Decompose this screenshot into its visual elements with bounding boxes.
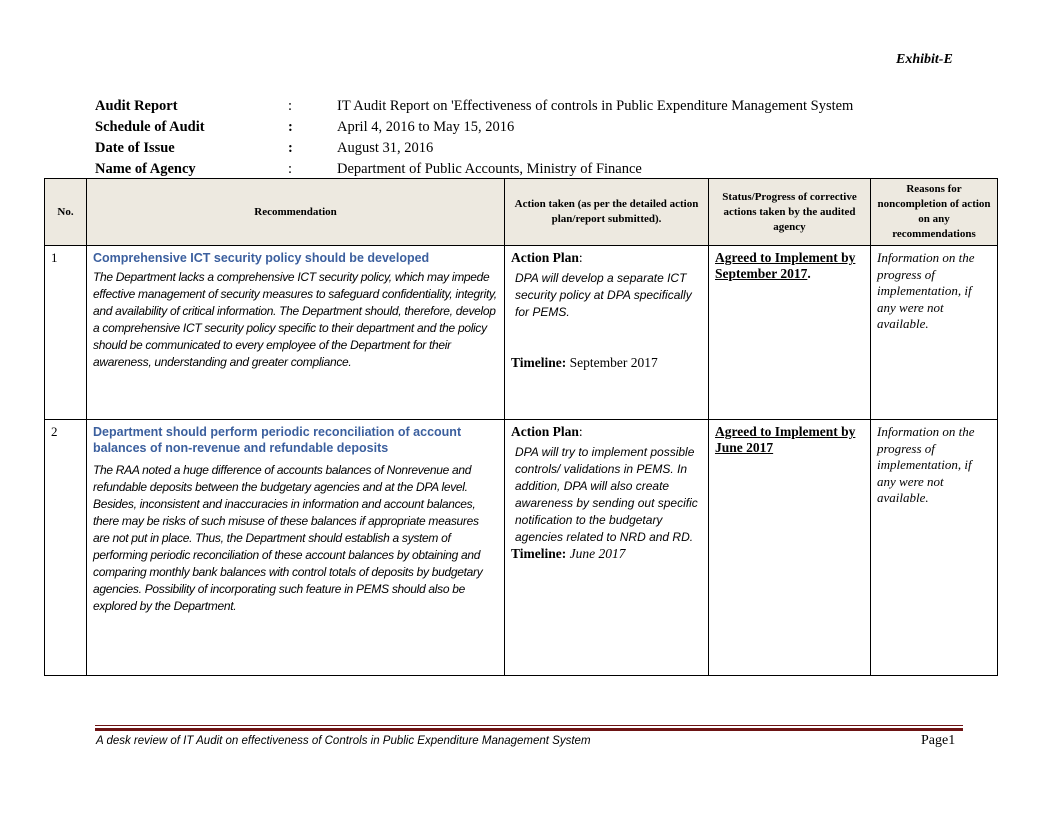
exhibit-label: Exhibit-E bbox=[896, 52, 953, 67]
action-plan-body: DPA will try to implement possible controls/ validations in PEMS. In addition, DPA will also create awareness by sending out specific notification to the budgetary agencies related to NRD and RD. bbox=[515, 445, 698, 544]
meta-colon: : bbox=[288, 140, 293, 156]
footer-divider bbox=[95, 725, 963, 726]
page-number: Page1 bbox=[921, 733, 956, 748]
table-row bbox=[45, 246, 998, 420]
meta-value: Department of Public Accounts, Ministry of Finance bbox=[337, 161, 642, 177]
action-plan-colon: : bbox=[578, 250, 583, 265]
action-plan-heading bbox=[511, 424, 702, 440]
action-cell bbox=[505, 420, 709, 676]
meta-label: Audit Report bbox=[95, 98, 178, 114]
timeline bbox=[511, 355, 702, 371]
recommendations-table bbox=[44, 178, 998, 676]
recommendation-body: The Department lacks a comprehensive ICT security policy, which may impede effective management of security measures to safeguard confidentiality, integrity, and availability of critical information. The Department should, therefore, develop a comprehensive ICT security policy specific to their department and the policy should be communicated to every employee of the Department for their awareness, understanding and greater compliance. bbox=[93, 270, 497, 369]
table-row bbox=[45, 420, 998, 676]
meta-colon: : bbox=[288, 119, 293, 135]
table-header-row bbox=[45, 179, 998, 246]
reason-cell: Information on the progress of implementation, if any were not available. bbox=[871, 420, 998, 676]
status-text: Agreed to Implement by September 2017 bbox=[715, 250, 856, 281]
meta-label: Name of Agency bbox=[95, 161, 196, 177]
meta-label: Date of Issue bbox=[95, 140, 175, 156]
row-number: 2 bbox=[45, 420, 87, 676]
action-plan-label: Action Plan bbox=[511, 250, 579, 265]
action-plan-colon: : bbox=[578, 424, 583, 439]
action-cell bbox=[505, 246, 709, 420]
footer-divider-thick bbox=[95, 728, 963, 731]
status-cell bbox=[709, 420, 871, 676]
meta-value: August 31, 2016 bbox=[337, 140, 434, 156]
timeline-value: June 2017 bbox=[569, 546, 626, 561]
action-plan-body: DPA will develop a separate ICT security policy at DPA specifically for PEMS. bbox=[515, 271, 692, 319]
timeline-value: September 2017 bbox=[569, 355, 658, 370]
status-suffix: . bbox=[807, 266, 811, 281]
header-recommendation: Recommendation bbox=[87, 179, 505, 246]
recommendation-body: The RAA noted a huge difference of accounts balances of Nonrevenue and refundable deposits between the budgetary agencies and at the DPA level. Besides, inconsistent and inaccuracies in information and account balances, there may be risks of such misuse of these balances if appropriate measures are not put in place. Thus, the Department should establish a system of performing periodic reconciliation of these account balances by obtaining and comparing monthly bank balances with control totals of deposits by budgetary agencies. Possibility of incorporating such feature in PEMS should also be explored by the Department. bbox=[93, 463, 483, 613]
meta-label: Schedule of Audit bbox=[95, 119, 205, 135]
header-action-taken: Action taken (as per the detailed action plan/report submitted). bbox=[505, 179, 709, 246]
action-plan-label: Action Plan bbox=[511, 424, 579, 439]
header-no: No. bbox=[45, 179, 87, 246]
status-text: Agreed to Implement by June 2017 bbox=[715, 424, 856, 455]
meta-value: IT Audit Report on 'Effectiveness of controls in Public Expenditure Management System bbox=[337, 98, 854, 114]
header-status: Status/Progress of corrective actions taken by the audited agency bbox=[709, 179, 871, 246]
footer-text: A desk review of IT Audit on effectiveness of Controls in Public Expenditure Management System bbox=[96, 735, 591, 747]
meta-value: April 4, 2016 to May 15, 2016 bbox=[337, 119, 515, 135]
recommendation-cell bbox=[87, 420, 505, 676]
recommendation-cell bbox=[87, 246, 505, 420]
status-cell bbox=[709, 246, 871, 420]
action-plan-heading bbox=[511, 250, 702, 266]
row-number: 1 bbox=[45, 246, 87, 420]
recommendation-title: Comprehensive ICT security policy should be developed bbox=[93, 251, 430, 265]
timeline-label: Timeline: bbox=[511, 355, 567, 370]
meta-colon: : bbox=[288, 161, 293, 177]
meta-colon: : bbox=[288, 98, 293, 114]
recommendation-title: Department should perform periodic reconciliation of account balances of non-revenue and refundable deposits bbox=[93, 425, 462, 455]
header-reasons: Reasons for noncompletion of action on any recommendations bbox=[871, 179, 998, 246]
reason-cell: Information on the progress of implementation, if any were not available. bbox=[871, 246, 998, 420]
timeline bbox=[511, 546, 702, 562]
timeline-label: Timeline: bbox=[511, 546, 567, 561]
